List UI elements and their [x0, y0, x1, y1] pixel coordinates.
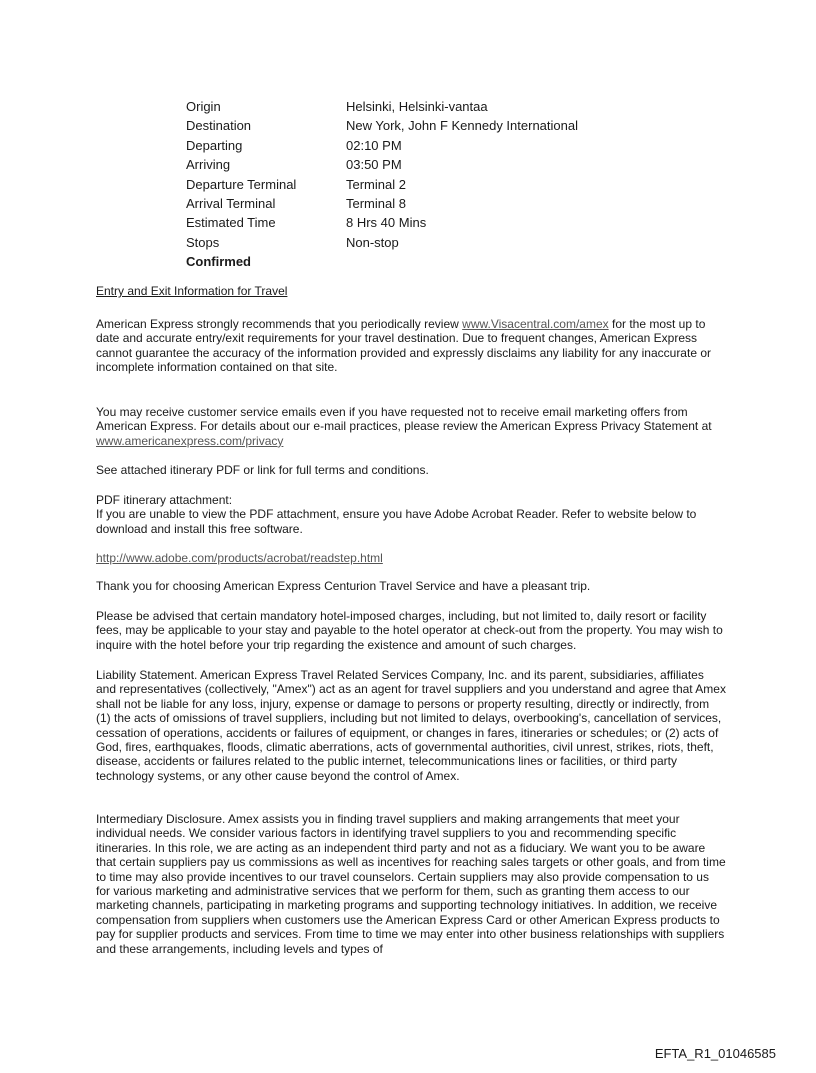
hotel-notice-text: Please be advised that certain mandatory hotel-imposed charges, including, but not limited to, daily resort or facility fees, may be applicable to your stay and payable to the hotel operator at check-out from the property. You may wish to inquire with the hotel before your trip regarding the existence and amount of such charges.	[96, 609, 723, 652]
liability-paragraph	[96, 668, 726, 783]
thanks-paragraph	[96, 579, 726, 593]
entry-exit-paragraph	[96, 317, 726, 375]
adobe-link-block	[96, 551, 726, 565]
origin-label: Origin	[186, 99, 221, 114]
hotel-notice-paragraph	[96, 609, 726, 652]
entry-exit-heading: Entry and Exit Information for Travel	[96, 284, 288, 298]
booking-status: Confirmed	[186, 254, 251, 270]
thanks-text: Thank you for choosing American Express Centurion Travel Service and have a pleasant trip.	[96, 579, 591, 593]
arriving-label: Arriving	[186, 157, 231, 173]
origin-value: Helsinki, Helsinki-vantaa	[346, 99, 488, 114]
itinerary-note-paragraph	[96, 463, 726, 477]
entry-exit-text-after: for the most up to date and accurate entry/exit requirements for your travel destination. Due to frequent changes, American Express cannot guarantee the accuracy of the information provided and expressly disclaims any liability for any inaccurate or incomplete information contained on that site.	[96, 317, 711, 375]
arrival-terminal-value: Terminal 8	[346, 195, 406, 211]
email-notice-text: You may receive customer service emails even if you have requested not to receive email marketing offers from American Express. For details about our e-mail practices, please review the American Express Privacy Statement at	[96, 405, 712, 434]
stops-label: Stops	[186, 234, 220, 250]
pdf-attachment-block	[96, 493, 726, 536]
visacentral-link[interactable]: www.Visacentral.com/amex	[462, 317, 609, 331]
itinerary-note: See attached itinerary PDF or link for full terms and conditions.	[96, 463, 429, 477]
adobe-reader-link[interactable]: http://www.adobe.com/products/acrobat/readstep.html	[96, 551, 383, 565]
intermediary-paragraph	[96, 812, 726, 956]
pdf-attachment-text: If you are unable to view the PDF attachment, ensure you have Adobe Acrobat Reader. Refer to website below to download and install this free software.	[96, 507, 697, 536]
entry-exit-text-before: American Express strongly recommends that you periodically review	[96, 317, 463, 331]
arriving-value: 03:50 PM	[346, 157, 402, 173]
departure-terminal-label: Departure Terminal	[186, 176, 297, 192]
arrival-terminal-label: Arrival Terminal	[186, 195, 276, 211]
departure-terminal-value: Terminal 2	[346, 176, 406, 192]
estimated-time-label: Estimated Time	[186, 215, 276, 231]
destination-value: New York, John F Kennedy International	[346, 118, 578, 134]
privacy-link[interactable]: www.americanexpress.com/privacy	[96, 433, 284, 448]
pdf-attachment-title: PDF itinerary attachment:	[96, 493, 233, 507]
entry-exit-heading-block	[96, 284, 726, 298]
departing-label: Departing	[186, 137, 243, 153]
liability-text: Liability Statement. American Express Travel Related Services Company, Inc. and its parent, subsidiaries, affiliates and representatives (collectively, "Amex") act as an agent for travel suppliers and you understand and agree that Amex shall not be liable for any loss, injury, expense or damage to persons or property resulting, directly or indirectly, from (1) the acts of omissions of travel suppliers, including but not limited to delays, overbooking's, cancellation of services, cessation of operations, accidents or failures of equipment, or changes in fares, itineraries or schedules; or (2) acts of God, fires, earthquakes, floods, climatic aberrations, acts of governmental authorities, civil unrest, strikes, riots, theft, disease, accidents or failures related to the public internet, telecommunications lines or facilities, or third party technology systems, or any other cause beyond the control of Amex.	[96, 668, 726, 783]
estimated-time-value: 8 Hrs 40 Mins	[346, 215, 427, 231]
destination-label: Destination	[186, 118, 252, 134]
email-notice-paragraph	[96, 405, 726, 448]
document-id: EFTA_R1_01046585	[654, 1046, 776, 1061]
stops-value: Non-stop	[346, 234, 399, 250]
intermediary-text: Intermediary Disclosure. Amex assists you in finding travel suppliers and making arrangements that meet your individual needs. We consider various factors in identifying travel suppliers to you and recommending specific itineraries. In this role, we are acting as an independent third party and not as a fiduciary. We want you to be aware that certain suppliers pay us commissions as well as incentives for reaching sales targets or other goals, and from time to time may also provide incentives to our travel counselors. Certain suppliers may also provide compensation to us for various marketing and administrative services that we perform for them, such as granting them access to our marketing channels, participating in marketing programs and supporting technology initiatives. In addition, we receive compensation from suppliers when customers use the American Express Card or other American Express products to pay for supplier products and services. From time to time we may enter into other business relationships with suppliers and these arrangements, including levels and types of	[96, 812, 726, 956]
departing-value: 02:10 PM	[346, 137, 402, 153]
